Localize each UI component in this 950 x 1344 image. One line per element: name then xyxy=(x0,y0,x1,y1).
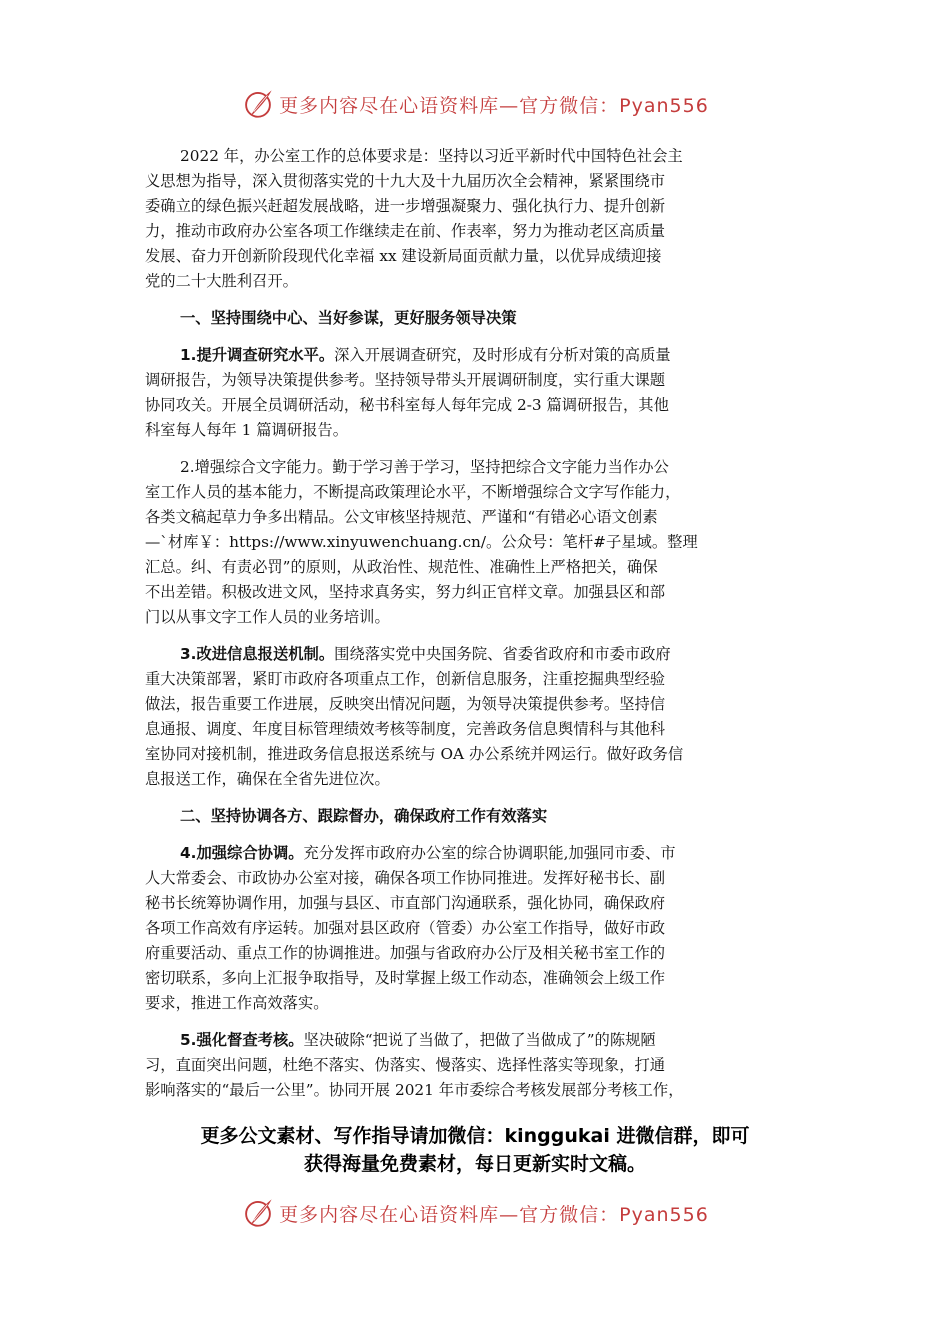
banner-text xyxy=(279,91,709,118)
paragraph-4 xyxy=(145,841,810,1016)
text-line: 息报送工作，确保在全省先进位次。 xyxy=(145,770,390,788)
paragraph-text: 充分发挥市政府办公室的综合协调职能,加强同市委、市 xyxy=(303,844,676,862)
text-line: 2.增强综合文字能力。勤于学习善于学习，坚持把综合文字能力当作办公 xyxy=(180,458,669,476)
text-line: 委确立的绿色振兴赶超发展战略，进一步增强凝聚力、强化执行力、提升创新 xyxy=(145,197,666,215)
text-line xyxy=(145,841,810,866)
text-line: 汇总。纠、有责必罚”的原则，从政治性、规范性、准确性上严格把关，确保 xyxy=(145,558,658,576)
text-line: 息通报、调度、年度目标管理绩效考核等制度，完善政务信息舆情科与其他科 xyxy=(145,720,666,738)
paragraph-text: 坚决破除“把说了当做了，把做了当做成了”的陈规陋 xyxy=(303,1031,656,1049)
text-line: 科室每人每年 1 篇调研报告。 xyxy=(145,421,349,439)
banner-title: 更多内容尽在心语资料库—官方微信： xyxy=(279,1203,620,1226)
text-line: 调研报告，为领导决策提供参考。坚持领导带头开展调研制度，实行重大课题 xyxy=(145,371,666,389)
text-line: 各类文稿起草力争多出精品。公文审核坚持规范、严谨和“有错必心语文创素 xyxy=(145,508,658,526)
text-line: 发展、奋力开创新阶段现代化幸福 xx 建设新局面贡献力量，以优异成绩迎接 xyxy=(145,247,662,265)
paragraph-1 xyxy=(145,343,810,443)
paragraph-text: 围绕落实党中央国务院、省委省政府和市委市政府 xyxy=(334,645,671,663)
promo-line-2: 获得海量免费素材，每日更新实时文稿。 xyxy=(303,1153,646,1175)
text-line xyxy=(145,343,810,368)
banner-title: 更多内容尽在心语资料库—官方微信： xyxy=(279,94,620,117)
paragraph-2 xyxy=(145,455,810,630)
text-line: 不出差错。积极改进文风，坚持求真务实，努力纠正官样文章。加强县区和部 xyxy=(145,583,666,601)
text-line: 室协同对接机制，推进政务信息报送系统与 OA 办公系统并网运行。做好政务信 xyxy=(145,745,684,763)
promo-notice xyxy=(0,1122,950,1178)
paragraph-lead: 3.改进信息报送机制。 xyxy=(180,645,335,663)
text-line: 秘书长统筹协调作用，加强与县区、市直部门沟通联系，强化协同，确保政府 xyxy=(145,894,666,912)
text-line: 室工作人员的基本能力，不断提高政策理论水平，不断增强综合文字写作能力， xyxy=(145,483,681,501)
text-line: 重大决策部署，紧盯市政府各项重点工作，创新信息服务，注重挖掘典型经验 xyxy=(145,670,666,688)
quill-logo-icon xyxy=(241,87,275,121)
text-line: 力，推动市政府办公室各项工作继续走在前、作表率，努力为推动老区高质量 xyxy=(145,222,666,240)
section-heading-2: 二、坚持协调各方、跟踪督办，确保政府工作有效落实 xyxy=(180,807,548,825)
paragraph-3 xyxy=(145,642,810,792)
paragraph-text: 深入开展调查研究，及时形成有分析对策的高质量 xyxy=(334,346,671,364)
banner-wechat-id: Pyan556 xyxy=(619,94,709,117)
paragraph-5 xyxy=(145,1028,810,1103)
text-line: 密切联系，多向上汇报争取指导，及时掌握上级工作动态，准确领会上级工作 xyxy=(145,969,666,987)
footer-banner xyxy=(0,1193,950,1233)
document-body xyxy=(145,144,810,1115)
banner-text xyxy=(279,1200,709,1227)
text-line: 人大常委会、市政协办公室对接，确保各项工作协同推进。发挥好秘书长、副 xyxy=(145,869,666,887)
text-line: 党的二十大胜利召开。 xyxy=(145,272,298,290)
text-line: 习，直面突出问题，杜绝不落实、伪落实、慢落实、选择性落实等现象，打通 xyxy=(145,1056,666,1074)
text-line: 府重要活动、重点工作的协调推进。加强与省政府办公厅及相关秘书室工作的 xyxy=(145,944,666,962)
promo-line-1: 更多公文素材、写作指导请加微信：kinggukai 进微信群，即可 xyxy=(200,1125,750,1147)
intro-paragraph xyxy=(145,144,810,294)
text-line: 门以从事文字工作人员的业务培训。 xyxy=(145,608,390,626)
text-line: 做法，报告重要工作进展，反映突出情况问题，为领导决策提供参考。坚持信 xyxy=(145,695,666,713)
text-line: 要求，推进工作高效落实。 xyxy=(145,994,329,1012)
text-line: —`材库￥：https://www.xinyuwenchuang.cn/。公众号：笔杆#子星域。整理 xyxy=(145,533,698,551)
text-line: 义思想为指导，深入贯彻落实党的十九大及十九届历次全会精神，紧紧围绕市 xyxy=(145,172,666,190)
text-line xyxy=(145,1028,810,1053)
text-line: 各项工作高效有序运转。加强对县区政府（管委）办公室工作指导，做好市政 xyxy=(145,919,666,937)
banner-wechat-id: Pyan556 xyxy=(619,1203,709,1226)
text-line: 2022 年，办公室工作的总体要求是：坚持以习近平新时代中国特色社会主 xyxy=(180,147,683,165)
quill-logo-icon xyxy=(241,1196,275,1230)
paragraph-lead: 1.提升调查研究水平。 xyxy=(180,346,335,364)
text-line xyxy=(145,642,810,667)
paragraph-lead: 4.加强综合协调。 xyxy=(180,844,304,862)
text-line: 协同攻关。开展全员调研活动，秘书科室每人每年完成 2-3 篇调研报告，其他 xyxy=(145,396,669,414)
section-heading-1: 一、坚持围绕中心、当好参谋，更好服务领导决策 xyxy=(180,309,517,327)
paragraph-lead: 5.强化督查考核。 xyxy=(180,1031,304,1049)
text-line: 影响落实的“最后一公里”。协同开展 2021 年市委综合考核发展部分考核工作， xyxy=(145,1081,684,1099)
header-banner xyxy=(0,84,950,124)
